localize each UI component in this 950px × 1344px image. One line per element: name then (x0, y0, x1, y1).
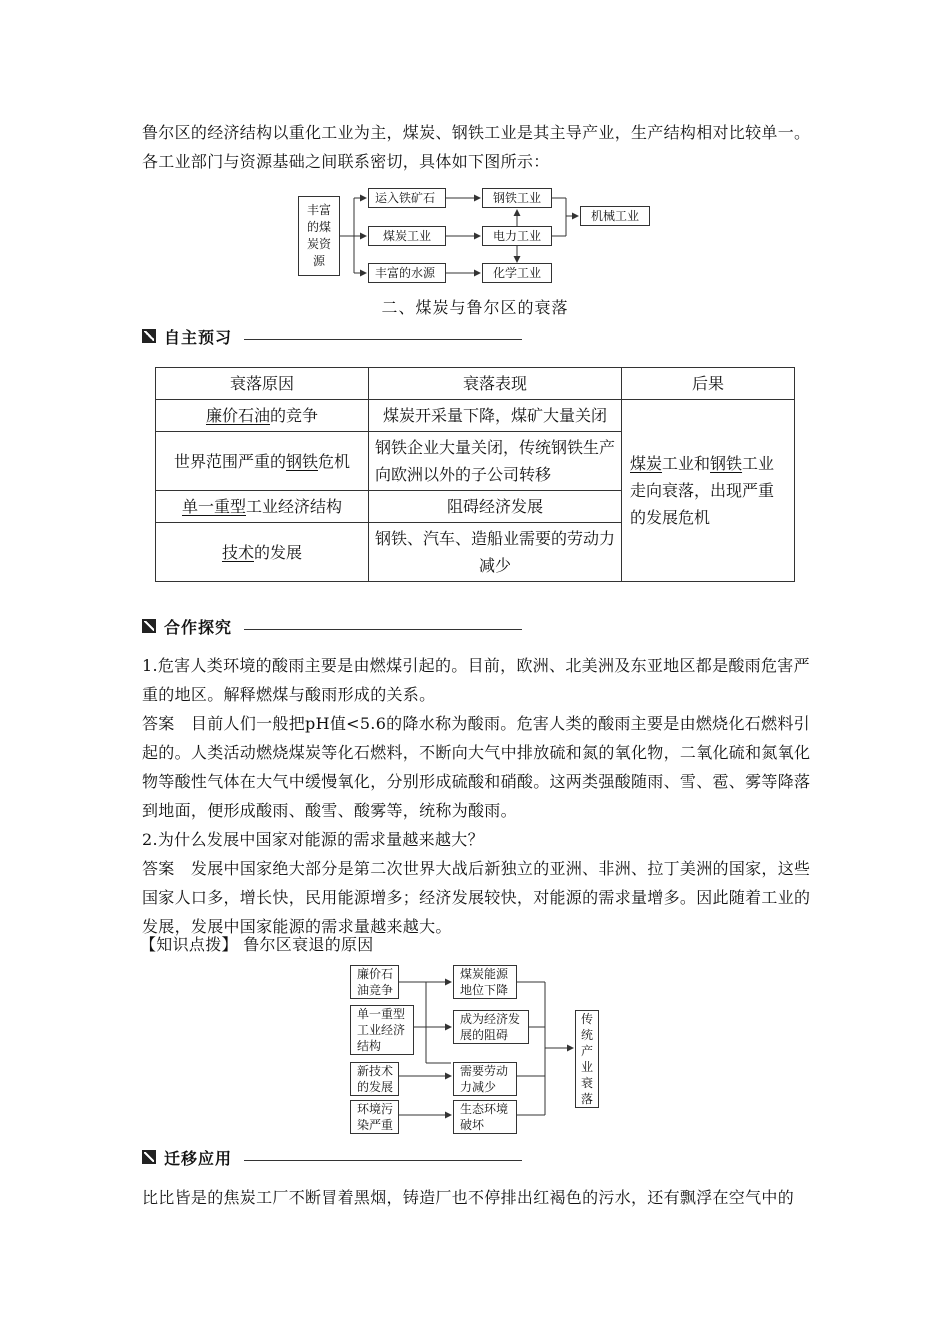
machinery-box: 机械工业 (580, 206, 650, 226)
steel-industry-box: 钢铁工业 (482, 188, 552, 208)
section-heading-2: 二、煤炭与鲁尔区的衰落 (381, 298, 569, 317)
header-cause: 衰落原因 (156, 368, 369, 400)
knowledge-tip: 【知识点拨】 鲁尔区衰退的原因 (140, 935, 374, 954)
chemical-industry-box: 化学工业 (482, 263, 552, 283)
effect-cell: 煤炭开采量下降，煤矿大量关闭 (369, 400, 622, 432)
cause-box: 新技术的发展 (350, 1062, 399, 1096)
water-box: 丰富的水源 (368, 263, 446, 283)
answer-1: 答案 目前人们一般把pH值<5.6的降水称为酸雨。危害人类的酸雨主要是由燃烧化石燃料引起的。人类活动燃烧煤炭等化石燃料，不断向大气中排放硫和氮的氧化物，二氧化硫和氮氧化物等酸性气体在大气中缓慢氧化，分别形成硫酸和硝酸。这两类强酸随雨、雪、雹、雾等降落到地面，便形成酸雨、酸雪、酸雾等，统称为酸雨。 (142, 714, 811, 820)
cause-cell: 单一重型工业经济结构 (156, 491, 369, 523)
power-industry-box: 电力工业 (482, 226, 552, 246)
effect-box: 生态环境破坏 (453, 1100, 517, 1134)
intro-line-1: 鲁尔区的经济结构以重化工业为主，煤炭、钢铁工业是其主导产业，生产结构相对比较单一。 (142, 123, 811, 142)
effect-cell: 钢铁、汽车、造船业需要的劳动力减少 (369, 523, 622, 582)
source-box: 丰富的煤炭资源 (298, 196, 340, 276)
effect-cell: 钢铁企业大量关闭，传统钢铁生产向欧洲以外的子公司转移 (369, 432, 622, 491)
question-1: 1.危害人类环境的酸雨主要是由燃煤引起的。目前，欧洲、北美洲及东亚地区都是酸雨危害严重的地区。解释燃煤与酸雨形成的关系。 (142, 656, 810, 704)
section-title: 合作探究 (164, 618, 233, 637)
answer-2: 答案 发展中国家绝大部分是第二次世界大战后新独立的亚洲、非洲、拉丁美洲的国家，这些国家人口多，增长快，民用能源增多；经济发展较快，对能源的需求量增多。因此随着工业的发展，发展中国家能源的需求量越来越大。 (142, 859, 811, 936)
cause-box: 环境污染严重 (350, 1100, 399, 1134)
effect-box: 需要劳动力减少 (453, 1062, 517, 1096)
cause-box: 单一重型工业经济结构 (350, 1005, 414, 1055)
question-2: 2.为什么发展中国家对能源的需求量越来越大？ (142, 830, 484, 849)
cause-cell: 技术的发展 (156, 523, 369, 582)
iron-ore-box: 运入铁矿石 (368, 188, 446, 208)
coal-industry-box: 煤炭工业 (368, 226, 446, 246)
section-title: 自主预习 (164, 328, 233, 347)
intro-line-2: 各工业部门与资源基础之间联系密切，具体如下图所示： (142, 152, 550, 171)
cause-cell: 廉价石油的竞争 (156, 400, 369, 432)
result-cell: 煤炭工业和钢铁工业走向衰落，出现严重的发展危机 (622, 400, 795, 582)
cause-cell: 世界范围严重的钢铁危机 (156, 432, 369, 491)
effect-cell: 阻碍经济发展 (369, 491, 622, 523)
effect-box: 煤炭能源地位下降 (453, 965, 517, 999)
header-result: 后果 (622, 368, 795, 400)
cause-box: 廉价石油竞争 (350, 965, 399, 999)
effect-box: 成为经济发展的阻碍 (453, 1010, 529, 1044)
application-text: 比比皆是的焦炭工厂不断冒着黑烟，铸造厂也不停排出红褐色的污水，还有飘浮在空气中的 (142, 1188, 795, 1207)
result-box: 传统产业衰落 (575, 1010, 599, 1108)
section-title: 迁移应用 (164, 1149, 233, 1168)
section-transfer-application (142, 1147, 522, 1169)
header-effect: 衰落表现 (369, 368, 622, 400)
section-marker-icon (142, 1150, 156, 1164)
section-rule (244, 1160, 522, 1161)
